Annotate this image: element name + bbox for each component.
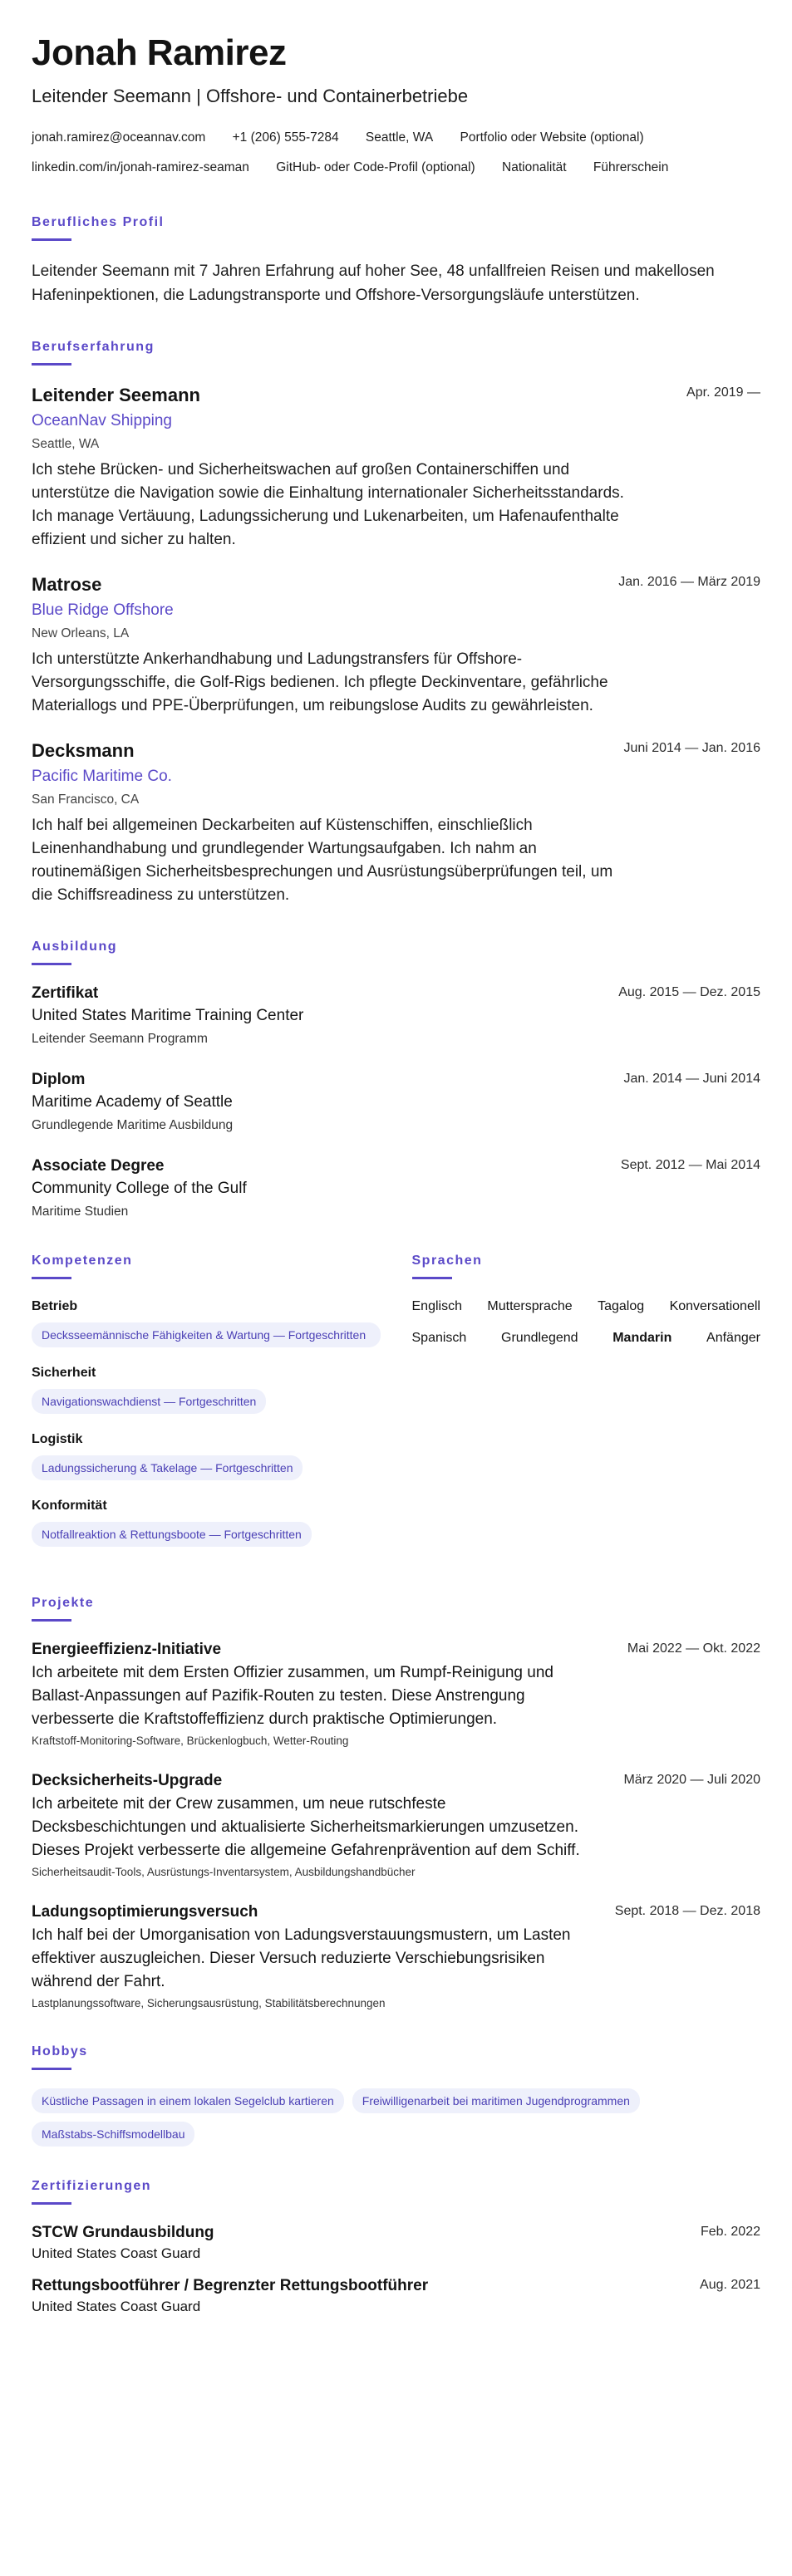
school-name: United States Maritime Training Center — [32, 1007, 304, 1024]
education-item — [32, 1156, 760, 1221]
section-divider — [412, 1277, 452, 1279]
education-section — [32, 939, 760, 1221]
contact-info — [32, 123, 760, 183]
program-name: Leitender Seemann Programm — [32, 1032, 208, 1046]
job-position: Matrose — [32, 574, 102, 595]
contact-row — [32, 153, 760, 183]
school-name: Community College of the Gulf — [32, 1180, 247, 1197]
skill-category: Betrieb — [32, 1299, 78, 1313]
language-row — [412, 1298, 761, 1316]
section-divider — [32, 238, 71, 241]
project-item — [32, 1902, 760, 2012]
date-range: Sept. 2012 — Mai 2014 — [620, 1158, 760, 1172]
job-location: Seattle, WA — [32, 437, 100, 451]
degree-name: Associate Degree — [32, 1157, 165, 1175]
section-divider — [32, 1277, 71, 1279]
certification-item — [32, 2223, 760, 2263]
hobby-pill: Freiwilligenarbeit bei maritimen Jugendprogrammen — [352, 2088, 640, 2113]
skills-languages-row — [32, 1253, 760, 1563]
project-tools: Sicherheitsaudit-Tools, Ausrüstungs-Inventarsystem, Ausbildungshandbücher — [32, 1866, 416, 1878]
skill-pill: Decksseemännische Fähigkeiten & Wartung — Fortgeschritten — [32, 1322, 381, 1347]
section-heading: Kompetenzen — [32, 1254, 133, 1268]
date-range: Jan. 2014 — Juni 2014 — [623, 1072, 760, 1086]
certification-org: United States Coast Guard — [32, 2245, 201, 2261]
section-divider — [32, 363, 71, 366]
project-tools: Lastplanungssoftware, Sicherungsausrüstung, Stabilitätsberechnungen — [32, 1997, 386, 2009]
language-name: Spanisch — [411, 1331, 467, 1345]
program-name: Grundlegende Maritime Ausbildung — [32, 1118, 234, 1132]
certification-org: United States Coast Guard — [32, 2299, 201, 2314]
skill-category: Sicherheit — [32, 1366, 96, 1380]
skill-group — [32, 1364, 381, 1414]
location-text: Seattle, WA — [365, 130, 434, 145]
job-description: Ich unterstützte Ankerhandhabung und Ladungstransfers für Offshore-Versorgungsschiffe, die Golf-Rigs bedienen. Ich pflegte Deckinventare, gefährliche Materiallogs und PPE-Überprüfungen, um reibungslose Audits zu gewährleisten. — [32, 650, 608, 714]
degree-name: Diplom — [32, 1071, 86, 1088]
degree-name: Zertifikat — [32, 984, 99, 1002]
language-row — [412, 1329, 761, 1347]
project-title: Decksicherheits-Upgrade — [32, 1772, 223, 1789]
projects-section — [32, 1595, 760, 2012]
skill-group — [32, 1497, 381, 1547]
project-description: Ich half bei der Umorganisation von Ladungsverstauungsmustern, um Lasten effektiver auszugleichen. Dieser Versuch reduzierte Verschiebungsrisiken während der Fahrt. — [32, 1926, 571, 1990]
contact-row — [32, 123, 760, 153]
certification-item — [32, 2276, 760, 2316]
job-title: Leitender Seemann | Offshore- und Containerbetriebe — [32, 86, 469, 106]
job-location: San Francisco, CA — [32, 792, 140, 807]
experience-item — [32, 739, 760, 907]
hobby-pill: Küstliche Passagen in einem lokalen Segelclub kartieren — [32, 2088, 344, 2113]
company-name: OceanNav Shipping — [32, 412, 172, 429]
hobby-list — [32, 2088, 746, 2147]
date-range: März 2020 — Juli 2020 — [623, 1773, 760, 1787]
section-divider — [32, 2068, 71, 2070]
section-divider — [32, 1619, 71, 1622]
certification-title: STCW Grundausbildung — [32, 2224, 214, 2241]
section-heading: Berufserfahrung — [32, 340, 155, 354]
school-name: Maritime Academy of Seattle — [32, 1093, 233, 1111]
job-description: Ich half bei allgemeinen Deckarbeiten auf Küstenschiffen, einschließlich Leinenhandhabung und grundlegender Wartungsaufgaben. Ich nahm an routinemäßigen Sicherheitsbesprechungen und Ausrüstungsüberprüfungen teil, um die Schiffsreadiness zu unterstützen. — [32, 817, 613, 904]
job-description: Ich stehe Brücken- und Sicherheitswachen auf großen Containerschiffen und unterstütze die Navigation sowie die Einhaltung internationaler Sicherheitsstandards. Ich manage Vertäuung, Ladungssicherung und Lukenarbeiten, um Hafenaufenthalte effizient und sicher zu halten. — [32, 461, 624, 548]
skill-pill: Navigationswachdienst — Fortgeschritten — [32, 1389, 266, 1414]
project-item — [32, 1771, 760, 1881]
date-text: Aug. 2021 — [700, 2278, 760, 2292]
date-text: Feb. 2022 — [700, 2225, 760, 2239]
job-position: Leitender Seemann — [32, 385, 200, 405]
section-heading: Projekte — [32, 1596, 95, 1610]
date-range: Jan. 2016 — März 2019 — [618, 575, 760, 589]
portfolio-link[interactable]: Portfolio oder Website (optional) — [460, 130, 644, 145]
nationality-text: Nationalität — [502, 160, 567, 174]
education-item — [32, 984, 760, 1048]
company-name: Pacific Maritime Co. — [32, 768, 172, 785]
section-heading: Zertifizierungen — [32, 2179, 152, 2193]
github-link[interactable]: GitHub- oder Code-Profil (optional) — [276, 160, 475, 174]
license-text: Führerschein — [593, 160, 669, 174]
program-name: Maritime Studien — [32, 1205, 129, 1219]
languages-section — [412, 1253, 761, 1563]
experience-section — [32, 339, 760, 907]
language-level: Anfänger — [706, 1331, 760, 1345]
language-name: Englisch — [411, 1299, 462, 1313]
project-description: Ich arbeitete mit dem Ersten Offizier zusammen, um Rumpf-Reinigung und Ballast-Anpassungen auf Pazifik-Routen zu testen. Diese Anstrengung verbesserte die Kraftstoffeffizienz durch praktische Optimierungen. — [32, 1664, 553, 1728]
date-range: Sept. 2018 — Dez. 2018 — [614, 1904, 760, 1918]
date-range: Aug. 2015 — Dez. 2015 — [618, 985, 760, 999]
section-heading: Ausbildung — [32, 940, 117, 954]
skill-category: Konformität — [32, 1499, 107, 1513]
skill-pill: Notfallreaktion & Rettungsboote — Fortgeschritten — [32, 1522, 312, 1547]
experience-item — [32, 573, 760, 718]
project-item — [32, 1640, 760, 1749]
skill-group — [32, 1430, 381, 1480]
language-level: Muttersprache — [487, 1299, 573, 1313]
experience-item — [32, 384, 760, 552]
date-range: Apr. 2019 — — [686, 385, 760, 400]
hobby-pill: Maßstabs-Schiffsmodellbau — [32, 2122, 194, 2147]
job-location: New Orleans, LA — [32, 626, 130, 640]
skill-group — [32, 1298, 381, 1347]
project-tools: Kraftstoff-Monitoring-Software, Brückenlogbuch, Wetter-Routing — [32, 1735, 349, 1747]
section-divider — [32, 963, 71, 965]
section-heading: Hobbys — [32, 2044, 88, 2058]
certification-title: Rettungsbootführer / Begrenzter Rettungsbootführer — [32, 2277, 429, 2294]
job-position: Decksmann — [32, 740, 135, 761]
skills-section — [32, 1253, 381, 1563]
date-range: Juni 2014 — Jan. 2016 — [623, 741, 760, 755]
linkedin-link[interactable]: linkedin.com/in/jonah-ramirez-seaman — [32, 160, 249, 174]
skill-category: Logistik — [32, 1432, 83, 1446]
section-divider — [32, 2202, 71, 2205]
language-name: Mandarin — [612, 1331, 672, 1345]
candidate-name: Jonah Ramirez — [32, 32, 287, 73]
company-name: Blue Ridge Offshore — [32, 601, 174, 619]
project-description: Ich arbeitete mit der Crew zusammen, um neue rutschfeste Decksbeschichtungen und aktualisierte Sicherheitsmarkierungen umzusetzen. Dieses Projekt verbesserte die allgemeine Gefahrenprävention auf dem Schiff. — [32, 1795, 580, 1859]
project-title: Energieeffizienz-Initiative — [32, 1641, 222, 1658]
certifications-section — [32, 2178, 760, 2316]
language-level: Konversationell — [669, 1299, 760, 1313]
section-heading: Berufliches Profil — [32, 215, 165, 229]
profile-summary: Leitender Seemann mit 7 Jahren Erfahrung auf hoher See, 48 unfallfreien Reisen und makellosen Hafeninpektionen, die Ladungstransporte und Offshore-Versorgungsläufe unterstützen. — [32, 263, 715, 304]
section-heading: Sprachen — [411, 1254, 483, 1268]
profile-section — [32, 214, 760, 307]
phone-number[interactable]: +1 (206) 555-7284 — [232, 130, 339, 145]
email-link[interactable]: jonah.ramirez@oceannav.com — [32, 130, 206, 145]
education-item — [32, 1070, 760, 1135]
language-name: Tagalog — [598, 1299, 645, 1313]
hobbies-section — [32, 2044, 760, 2147]
skill-pill: Ladungssicherung & Takelage — Fortgeschritten — [32, 1455, 303, 1480]
project-title: Ladungsoptimierungsversuch — [32, 1903, 258, 1921]
date-range: Mai 2022 — Okt. 2022 — [627, 1641, 760, 1656]
language-level: Grundlegend — [501, 1331, 578, 1345]
